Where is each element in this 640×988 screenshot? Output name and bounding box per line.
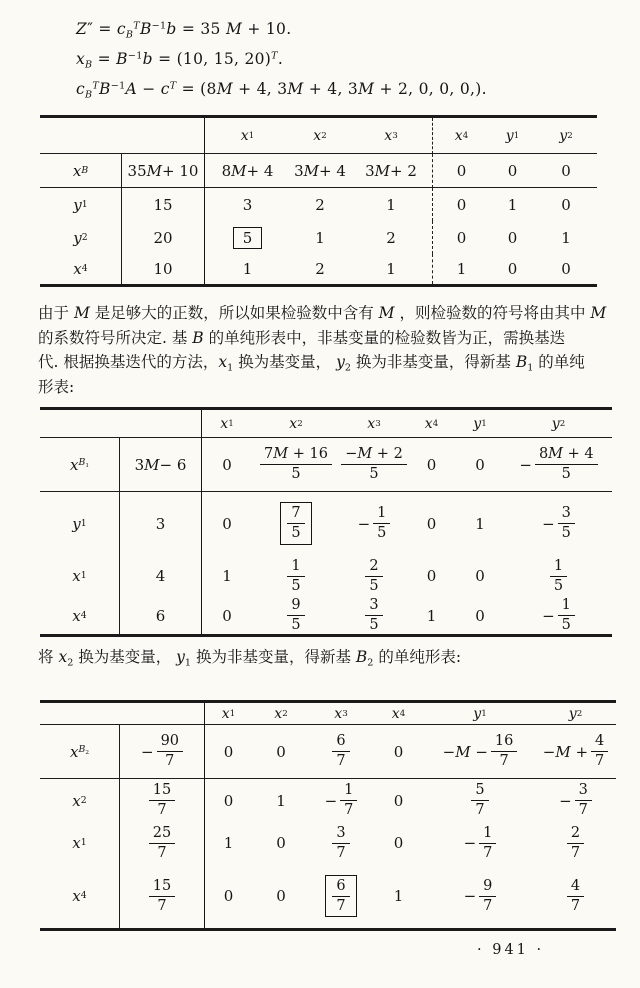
table-cell: 1 <box>276 791 286 810</box>
initial-simplex-table <box>40 115 597 287</box>
table-cell: 0 <box>393 791 404 810</box>
table-cell: 1 <box>507 195 518 214</box>
table-cell: 0 <box>205 725 252 779</box>
table-cell: 0 <box>561 195 571 214</box>
table-cell: 0 <box>252 725 310 779</box>
column-header <box>120 410 202 438</box>
pivot-cell: 5 <box>205 221 290 254</box>
table-cell: 6 <box>120 597 202 634</box>
table-cell: − $\frac{8M + 4}{5}$ <box>505 438 612 492</box>
paragraph <box>38 645 612 670</box>
equation-line: $x_B = B^{-1}b = (10$, 15, 20)$^T$. <box>76 50 284 71</box>
paragraph-line: 将 $x_2$ 换为基变量， $y_1$ 换为非基变量，得新基 $B_2$ 的单纯形表: <box>38 648 462 669</box>
table-cell: $\frac{15}{7}$ <box>120 779 205 822</box>
table-cell: 2 <box>350 221 433 254</box>
table-cell: 1 <box>222 567 232 585</box>
column-header <box>40 703 120 725</box>
table-cell: 0 <box>223 791 234 810</box>
table-cell: 10 <box>122 254 205 284</box>
table-cell: $\frac{6}{7}$ <box>310 725 372 779</box>
column-header <box>122 118 205 154</box>
pivot-cell: $\frac{7}{5}$ <box>252 492 340 555</box>
table-cell: − $\frac{1}{7}$ <box>310 779 372 822</box>
row-label: x 4 <box>40 597 120 634</box>
table-cell: − $\frac{1}{5}$ <box>340 492 408 555</box>
table-cell: 1 <box>561 228 571 247</box>
table-cell: $\frac{-M + 2}{5}$ <box>340 438 408 492</box>
paragraph-line: 由于 M 是足够大的正数，所以如果检验数中含有 M ，则检验数的符号将由其中 M <box>38 304 607 322</box>
table-cell: 0 <box>276 834 286 852</box>
column-header: x 4 <box>408 410 455 438</box>
column-header: y 1 <box>455 410 505 438</box>
row-label: y 1 <box>40 492 120 555</box>
table-cell: $\frac{7M + 16}{5}$ <box>252 438 340 492</box>
column-header <box>120 703 205 725</box>
table-cell: 20 <box>122 221 205 254</box>
table-cell: − $\frac{90}{7}$ <box>120 725 205 779</box>
table-cell: 1 <box>315 228 325 247</box>
table-cell: 0 <box>276 887 286 905</box>
equation-block <box>76 14 487 104</box>
table-cell: 0 <box>372 725 425 779</box>
simplex-table-b1 <box>40 407 612 637</box>
column-header: y 2 <box>505 410 612 438</box>
column-header <box>40 118 122 154</box>
row-label: x 1 <box>40 822 120 864</box>
table-cell: 2 <box>315 195 325 214</box>
table-cell: 8 M + 4 <box>205 154 290 188</box>
table-cell: 1 <box>350 254 433 284</box>
table-cell: 3 M + 4 <box>290 154 350 188</box>
paragraph-line: 形表: <box>38 377 75 396</box>
table-cell: $\frac{1}{5}$ <box>505 555 612 597</box>
column-header: x 2 <box>290 118 350 154</box>
pivot-cell: $\frac{6}{7}$ <box>310 864 372 928</box>
table-cell: $\frac{3}{5}$ <box>340 597 408 634</box>
equation-line: $c_B^TB^{-1}A - c^T = (8M + 4$, 3M + 4, 3M + 2, 0, 0, 0,). <box>76 80 487 101</box>
table-cell: 0 <box>223 887 234 905</box>
column-header: x 3 <box>310 703 372 725</box>
table-cell: $\frac{3}{7}$ <box>310 822 372 864</box>
table-cell: 0 <box>507 228 518 247</box>
table-cell: 0 <box>426 567 437 585</box>
column-header: x 3 <box>340 410 408 438</box>
table-cell: − $\frac{3}{5}$ <box>505 492 612 555</box>
row-label: y 1 <box>40 188 122 221</box>
table-cell: − $\frac{3}{7}$ <box>535 779 616 822</box>
table-cell: 2 <box>315 260 325 278</box>
table-cell: 0 <box>393 834 404 852</box>
paragraph-line: 的系数符号所决定. 基 B 的单纯形表中，非基变量的检验数皆为正，需换基迭 <box>38 328 566 347</box>
paragraph <box>38 301 612 399</box>
table-cell: $\frac{4}{7}$ <box>535 864 616 928</box>
column-header: x 3 <box>350 118 433 154</box>
table-cell: 1 <box>393 887 404 905</box>
equation-line: $Z'' = c_B^TB^{-1}b = 35$ M + 10. <box>76 20 292 41</box>
row-label: x 1 <box>40 555 120 597</box>
row-label: x $B_1$ <box>40 438 120 492</box>
column-header: y 1 <box>490 118 535 154</box>
table-cell: 0 <box>455 438 505 492</box>
table-cell: 15 <box>122 188 205 221</box>
table-cell: 0 <box>222 514 232 533</box>
column-header: x 1 <box>205 118 290 154</box>
row-label: x $B_2$ <box>40 725 120 779</box>
table-cell: $\frac{9}{5}$ <box>252 597 340 634</box>
table-cell: 0 <box>535 154 597 188</box>
table-cell: −M − $\frac{16}{7}$ <box>425 725 535 779</box>
table-cell: 0 <box>408 438 455 492</box>
row-label: x 2 <box>40 779 120 822</box>
table-cell: 3 M − 6 <box>120 438 202 492</box>
column-header: y 2 <box>535 703 616 725</box>
table-cell: 4 <box>120 555 202 597</box>
table-cell: − $\frac{1}{5}$ <box>505 597 612 634</box>
row-label: y 2 <box>40 221 122 254</box>
paragraph-line: 代. 根据换基迭代的方法，$x_1$ 换为基变量， $y_2$ 换为非基变量，得新基 $B_1$ 的单纯 <box>38 353 585 374</box>
row-label: x 4 <box>40 254 122 284</box>
column-header: x 4 <box>372 703 425 725</box>
table-cell: 0 <box>202 438 252 492</box>
column-header: x 2 <box>252 703 310 725</box>
table-cell: 3 M + 2 <box>350 154 433 188</box>
row-label: x 4 <box>40 864 120 928</box>
table-cell: 1 <box>475 514 485 533</box>
table-cell: − $\frac{9}{7}$ <box>425 864 535 928</box>
table-cell: 0 <box>507 260 518 278</box>
page-number: · 941 · <box>477 942 545 958</box>
table-cell: $\frac{2}{5}$ <box>340 555 408 597</box>
table-cell: −M + $\frac{4}{7}$ <box>535 725 616 779</box>
table-cell: 0 <box>456 195 467 214</box>
table-cell: 0 <box>490 154 535 188</box>
table-cell: 1 <box>456 260 467 278</box>
table-cell: $\frac{25}{7}$ <box>120 822 205 864</box>
table-cell: $\frac{5}{7}$ <box>425 779 535 822</box>
table-cell: 1 <box>242 260 253 278</box>
column-header: x 1 <box>205 703 252 725</box>
table-cell: $\frac{1}{5}$ <box>252 555 340 597</box>
table-cell: 0 <box>456 228 467 247</box>
row-label: x B <box>40 154 122 188</box>
table-cell: − $\frac{1}{7}$ <box>425 822 535 864</box>
table-cell: 1 <box>223 834 234 852</box>
table-cell: $\frac{15}{7}$ <box>120 864 205 928</box>
simplex-table-b2 <box>40 700 616 931</box>
table-cell: 0 <box>475 567 485 585</box>
table-cell: 3 <box>242 195 253 214</box>
table-cell: 1 <box>426 606 437 625</box>
column-header <box>40 410 120 438</box>
table-cell: 35 M + 10 <box>122 154 205 188</box>
column-header: x 1 <box>202 410 252 438</box>
table-cell: 1 <box>350 188 433 221</box>
table-cell: 0 <box>561 260 571 278</box>
column-header: y 2 <box>535 118 597 154</box>
table-cell: 0 <box>433 154 490 188</box>
column-header: x 4 <box>433 118 490 154</box>
table-cell: 3 <box>120 492 202 555</box>
column-header: x 2 <box>252 410 340 438</box>
table-cell: 0 <box>222 606 232 625</box>
column-header: y 1 <box>425 703 535 725</box>
table-cell: 0 <box>475 606 485 625</box>
table-cell: $\frac{2}{7}$ <box>535 822 616 864</box>
table-cell: 0 <box>426 514 437 533</box>
